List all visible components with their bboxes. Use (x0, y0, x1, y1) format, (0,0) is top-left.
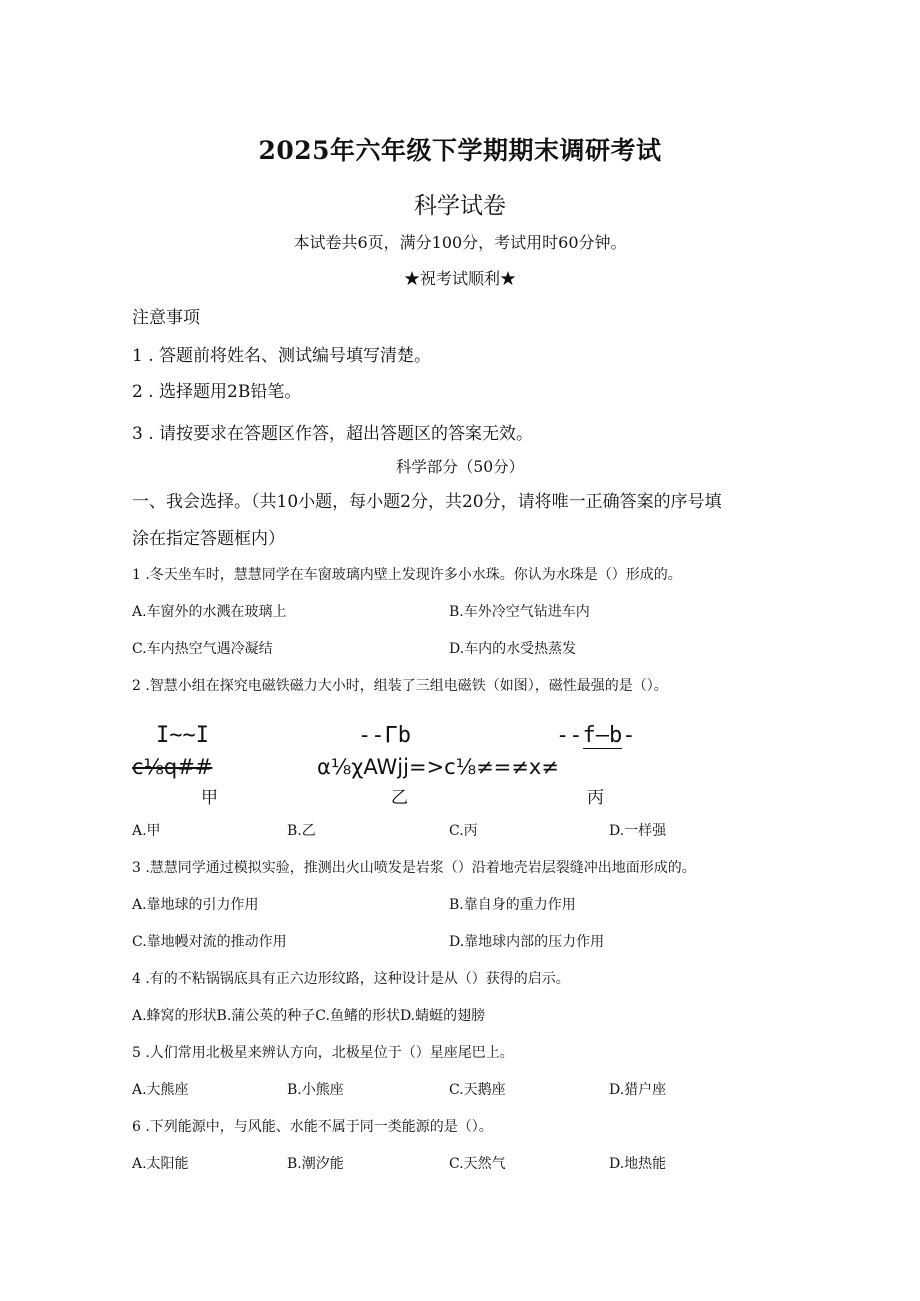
figure-jia-coil: c⅛q## (132, 755, 213, 779)
question-1-option-b: B.车外冷空气钻进车内 (449, 604, 590, 620)
question-5-option-d: D.猎户座 (609, 1082, 667, 1098)
note-item-3: 3 . 请按要求在答题区作答，超出答题区的答案无效。 (132, 424, 534, 444)
question-4-options: A.蜂窝的形状B.蒲公英的种子C.鱼鳍的形状D.蜻蜓的翅膀 (132, 1008, 486, 1024)
figure-bing-top-left: -- (556, 723, 583, 748)
question-1-stem: 1 .冬天坐车时，慧慧同学在车窗玻璃内壁上发现许多小水珠。你认为水珠是（）形成的。 (132, 567, 682, 583)
question-6-option-d: D.地热能 (609, 1156, 667, 1172)
question-3-option-d: D.靠地球内部的压力作用 (449, 934, 605, 950)
question-6-option-c: C.天然气 (449, 1156, 506, 1172)
question-2-option-b: B.乙 (287, 823, 316, 839)
figure-yi-label: 乙 (391, 788, 408, 808)
exam-wish: ★祝考试顺利★ (403, 269, 516, 288)
question-6-option-b: B.潮汐能 (287, 1156, 344, 1172)
figure-yi-coil: α⅛χAWjj=>c⅛≠=≠x≠ (317, 755, 559, 779)
question-1-option-d: D.车内的水受热蒸发 (449, 641, 577, 657)
question-5-option-b: B.小熊座 (287, 1082, 344, 1098)
figure-jia-top: I~~I (156, 723, 209, 748)
question-5-option-a: A.大熊座 (132, 1082, 189, 1098)
question-2-stem: 2 .智慧小组在探究电磁铁磁力大小时，组装了三组电磁铁（如图），磁性最强的是（）。 (132, 678, 668, 694)
section-instruction-line1: 一、我会选择。（共10小题，每小题2分，共20分，请将唯一正确答案的序号填 (132, 492, 722, 512)
figure-bing-top-middle: f—b (582, 723, 623, 748)
question-6-option-a: A.太阳能 (132, 1156, 189, 1172)
notes-heading: 注意事项 (132, 308, 200, 328)
section-heading: 科学部分（50分） (395, 458, 525, 476)
note-item-2: 2 . 选择题用2B铅笔。 (132, 382, 302, 402)
question-1-option-a: A.车窗外的水溅在玻璃上 (132, 604, 287, 620)
figure-bing-label: 丙 (587, 788, 604, 808)
question-6-stem: 6 .下列能源中，与风能、水能不属于同一类能源的是（）。 (132, 1119, 493, 1135)
figure-bing-top-right: - (622, 723, 636, 748)
question-2-option-d: D.一样强 (609, 823, 667, 839)
question-3-option-c: C.靠地幔对流的推动作用 (132, 934, 287, 950)
question-4-stem: 4 .有的不粘锅锅底具有正六边形纹路，这种设计是从（）获得的启示。 (132, 971, 570, 987)
note-item-1: 1 . 答题前将姓名、测试编号填写清楚。 (132, 346, 432, 366)
question-3-option-b: B.靠自身的重力作用 (449, 897, 576, 913)
exam-info: 本试卷共6页，满分100分，考试用时60分钟。 (293, 233, 627, 252)
question-2-option-a: A.甲 (132, 823, 161, 839)
figure-jia-label: 甲 (201, 788, 218, 808)
question-3-stem: 3 .慧慧同学通过模拟实验，推测出火山喷发是岩浆（）沿着地壳岩层裂缝冲出地面形成的。 (132, 860, 696, 876)
figure-yi-top: --Γb (358, 723, 411, 748)
question-5-option-c: C.天鹅座 (449, 1082, 506, 1098)
exam-title: 2025年六年级下学期期末调研考试 (258, 136, 662, 165)
question-1-option-c: C.车内热空气遇冷凝结 (132, 641, 273, 657)
exam-subtitle: 科学试卷 (414, 193, 506, 219)
question-3-option-a: A.靠地球的引力作用 (132, 897, 259, 913)
question-5-stem: 5 .人们常用北极星来辨认方向，北极星位于（）星座尾巴上。 (132, 1045, 514, 1061)
figure-bing-top (556, 723, 636, 748)
section-instruction-line2: 涂在指定答题框内） (132, 529, 285, 549)
question-2-option-c: C.丙 (449, 823, 478, 839)
